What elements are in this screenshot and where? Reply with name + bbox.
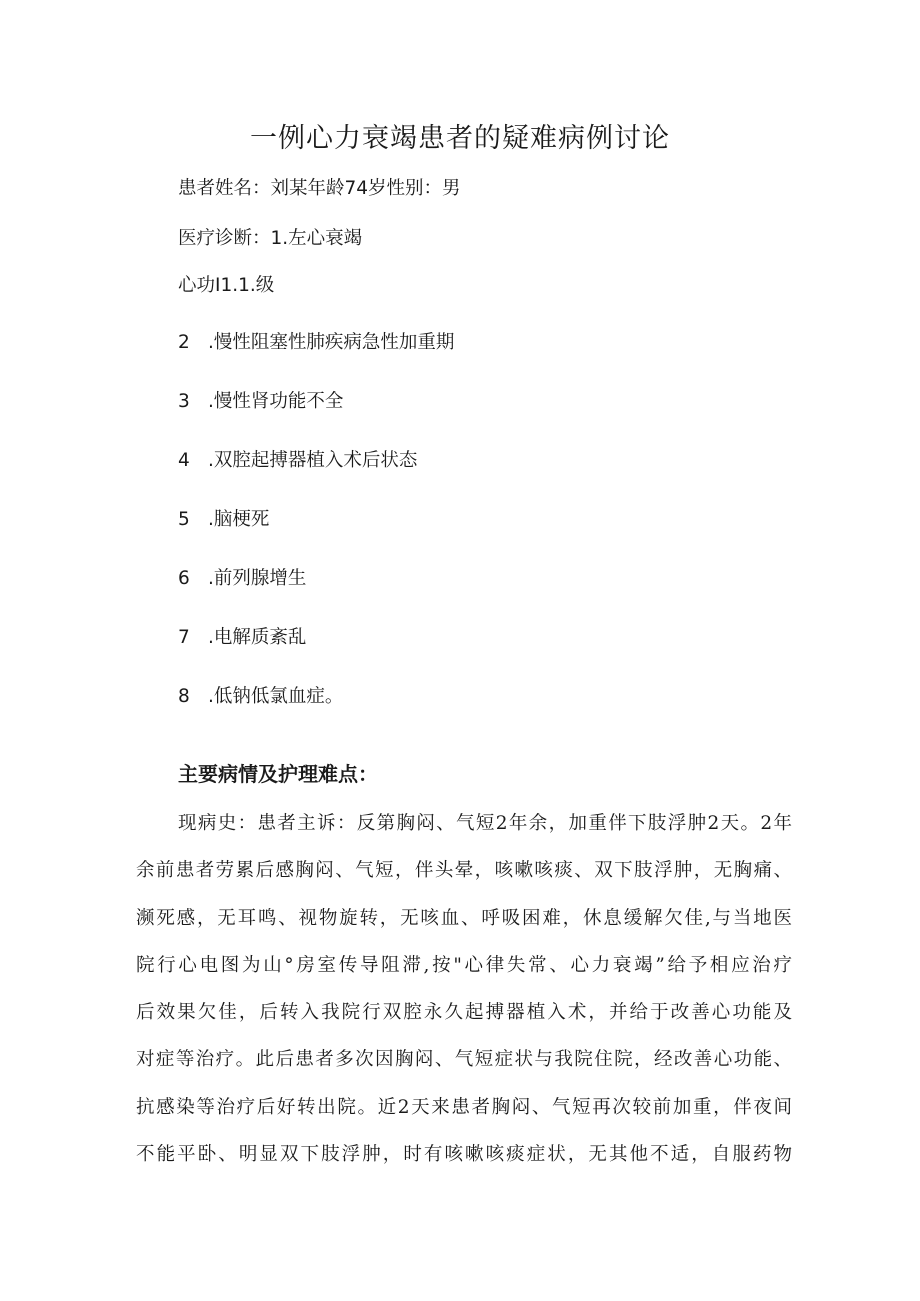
diagnosis-number: 6 [178,568,190,589]
diagnosis-item [178,328,454,354]
diagnosis-label: 医疗诊断：1.左心衰竭 [178,228,363,249]
cardiac-function: 心功I1.1.级 [178,275,275,296]
section-heading: 主要病情及护理难点： [178,762,378,786]
history-line: 不能平卧、明显双下肢浮肿，时有咳嗽咳痰症状，无其他不适，自服药物 [136,1144,792,1166]
document-title: 一例心力衰竭患者的疑难病例讨论 [250,123,670,154]
history-line: 院行心电图为山°房室传导阻滞,按"心律失常、心力衰竭”给予相应治疗 [136,954,792,976]
diagnosis-text: .低钠低氯血症。 [208,686,344,707]
diagnosis-item [178,623,306,649]
history-line: 对症等治疗。此后患者多次因胸闷、气短症状与我院住院，经改善心功能、 [136,1049,792,1071]
diagnosis-item [178,505,269,531]
diagnosis-number: 2 [178,332,190,353]
diagnosis-number: 5 [178,509,190,530]
history-line: 抗感染等治疗后好转出院。近2天来患者胸闷、气短再次较前加重，伴夜间 [136,1096,792,1118]
diagnosis-text: .慢性肾功能不全 [208,391,344,412]
diagnosis-number: 8 [178,686,190,707]
history-line: 现病史：患者主诉：反第胸闷、气短2年余，加重伴下肢浮肿2天。2年 [178,813,792,834]
history-line: 后效果欠佳，后转入我院行双腔永久起搏器植入术，并给于改善心功能及 [136,1002,792,1024]
diagnosis-item [178,682,343,708]
diagnosis-item [178,446,417,472]
diagnosis-text: .脑梗死 [208,509,270,530]
diagnosis-text: .电解质紊乱 [208,627,307,648]
diagnosis-text: .双腔起搏器植入术后状态 [208,450,418,471]
diagnosis-number: 7 [178,627,190,648]
patient-info: 患者姓名：刘某年龄74岁性别：男 [178,178,461,199]
diagnosis-text: .慢性阻塞性肺疾病急性加重期 [208,332,455,353]
diagnosis-item [178,387,343,413]
diagnosis-number: 3 [178,391,190,412]
history-paragraph [136,800,792,1178]
history-line: 濒死感，无耳鸣、视物旋转，无咳血、呼吸困难，休息缓解欠佳,与当地医 [136,907,792,929]
diagnosis-text: .前列腺增生 [208,568,307,589]
history-line: 余前患者劳累后感胸闷、气短，伴头晕，咳嗽咳痰、双下肢浮肿，无胸痛、 [136,860,792,882]
diagnosis-item [178,564,306,590]
diagnosis-number: 4 [178,450,190,471]
